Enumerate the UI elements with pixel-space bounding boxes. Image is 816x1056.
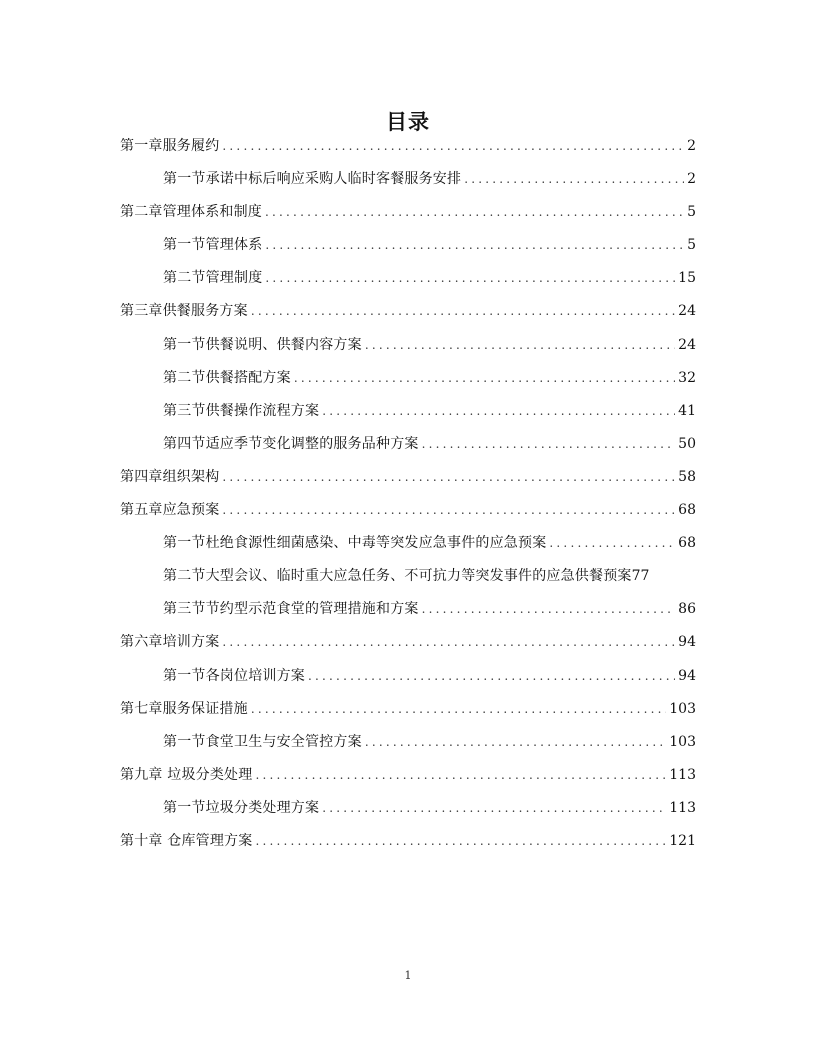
toc-entry-text: 第一节承诺中标后响应采购人临时客餐服务安排: [163, 171, 462, 188]
toc-entry-section[interactable]: [120, 333, 696, 366]
toc-entry-section[interactable]: [120, 399, 696, 432]
page-title: 目录: [386, 110, 430, 134]
toc-leader-dots: [422, 597, 676, 621]
toc-entry-chapter[interactable]: [120, 829, 696, 862]
toc-entry-page: 68: [678, 535, 696, 552]
toc-leader-dots: [294, 366, 675, 390]
toc-entry-chapter[interactable]: [120, 498, 696, 531]
toc-entry-text: 第一节管理体系: [163, 237, 263, 254]
toc-entry-text: 第三节节约型示范食堂的管理措施和方案: [163, 601, 419, 618]
toc-entry-chapter[interactable]: [120, 134, 696, 167]
toc-leader-dots: [251, 697, 666, 721]
toc-entry-section[interactable]: [120, 531, 696, 564]
toc-entry-text: 第二节管理制度: [163, 270, 263, 287]
toc-entry-text: 第三章供餐服务方案: [120, 303, 248, 320]
toc-entry-chapter[interactable]: [120, 299, 696, 332]
toc-entry-text: 第一节杜绝食源性细菌感染、中毒等突发应急事件的应急预案: [163, 535, 547, 552]
toc-entry-page: 103: [669, 700, 696, 717]
toc-leader-dots: [265, 266, 675, 290]
toc-entry-chapter[interactable]: [120, 200, 696, 233]
toc-leader-dots: [549, 531, 675, 555]
toc-entry-text: 第二节大型会议、临时重大应急任务、不可抗力等突发事件的应急供餐预案: [163, 568, 632, 585]
toc-entry-section[interactable]: [120, 167, 696, 200]
toc-leader-dots: [255, 829, 666, 853]
toc-entry-section[interactable]: [120, 664, 696, 697]
toc-entry-page: 32: [678, 369, 696, 386]
toc-entry-section[interactable]: [120, 432, 696, 465]
toc-entry-page: 50: [678, 435, 696, 452]
toc-entry-page: 68: [678, 502, 696, 519]
toc-entry-page: 86: [678, 601, 696, 618]
toc-entry-section[interactable]: [120, 564, 696, 597]
toc-entry-chapter[interactable]: [120, 465, 696, 498]
toc-leader-dots: [251, 299, 675, 323]
table-of-contents: [120, 134, 696, 862]
toc-entry-page: 2: [687, 171, 696, 188]
toc-entry-page: 2: [687, 138, 696, 154]
toc-entry-section[interactable]: [120, 730, 696, 763]
toc-entry-page: 24: [678, 336, 696, 353]
toc-entry-text: 第一节垃圾分类处理方案: [163, 799, 320, 816]
toc-entry-page: 103: [669, 733, 696, 750]
toc-leader-dots: [265, 200, 684, 224]
toc-entry-page: 24: [678, 303, 696, 320]
toc-entry-section[interactable]: [120, 796, 696, 829]
toc-entry-section[interactable]: [120, 233, 696, 266]
toc-entry-page: 5: [687, 237, 696, 254]
toc-entry-page: 113: [669, 766, 696, 783]
toc-entry-text: 第二节供餐搭配方案: [163, 369, 291, 386]
toc-entry-text: 第五章应急预案: [120, 502, 220, 519]
toc-entry-text: 第四节适应季节变化调整的服务品种方案: [163, 435, 419, 452]
toc-leader-dots: [255, 763, 666, 787]
page-number: 1: [404, 969, 412, 982]
toc-entry-page: 58: [678, 468, 696, 485]
toc-entry-section[interactable]: [120, 366, 696, 399]
toc-entry-page: 113: [669, 799, 696, 816]
toc-entry-text: 第三节供餐操作流程方案: [163, 402, 320, 419]
toc-entry-text: 第一节各岗位培训方案: [163, 667, 305, 684]
toc-entry-text: 第十章 仓库管理方案: [120, 832, 253, 849]
toc-leader-dots: [322, 796, 666, 820]
toc-entry-section[interactable]: [120, 266, 696, 299]
toc-leader-dots: [464, 167, 684, 191]
toc-leader-dots: [265, 233, 684, 257]
toc-entry-text: 第一节供餐说明、供餐内容方案: [163, 336, 362, 353]
toc-entry-page: 5: [687, 204, 696, 221]
toc-entry-section[interactable]: [120, 597, 696, 630]
toc-entry-text: 第一章服务履约: [120, 138, 220, 154]
toc-entry-page: 94: [678, 667, 696, 684]
toc-leader-dots: [322, 399, 675, 423]
toc-leader-dots: [422, 432, 676, 456]
toc-leader-dots: [222, 134, 684, 158]
toc-entry-text: 第四章组织架构: [120, 468, 220, 485]
toc-leader-dots: [365, 333, 675, 357]
toc-entry-text: 第九章 垃圾分类处理: [120, 766, 253, 783]
toc-leader-dots: [222, 630, 675, 654]
toc-leader-dots: [365, 730, 666, 754]
toc-leader-dots: [308, 664, 675, 688]
toc-entry-text: 第七章服务保证措施: [120, 700, 248, 717]
toc-entry-text: 第六章培训方案: [120, 634, 220, 651]
toc-leader-dots: [222, 498, 675, 522]
toc-entry-page: 41: [678, 402, 696, 419]
toc-entry-text: 第二章管理体系和制度: [120, 204, 262, 221]
toc-entry-chapter[interactable]: [120, 697, 696, 730]
toc-entry-chapter[interactable]: [120, 630, 696, 663]
toc-entry-page: 77: [631, 568, 650, 585]
toc-entry-chapter[interactable]: [120, 763, 696, 796]
toc-entry-page: 94: [678, 634, 696, 651]
toc-entry-page: 15: [678, 270, 696, 287]
toc-leader-dots: [222, 465, 675, 489]
toc-entry-page: 121: [669, 832, 696, 849]
toc-entry-text: 第一节食堂卫生与安全管控方案: [163, 733, 362, 750]
